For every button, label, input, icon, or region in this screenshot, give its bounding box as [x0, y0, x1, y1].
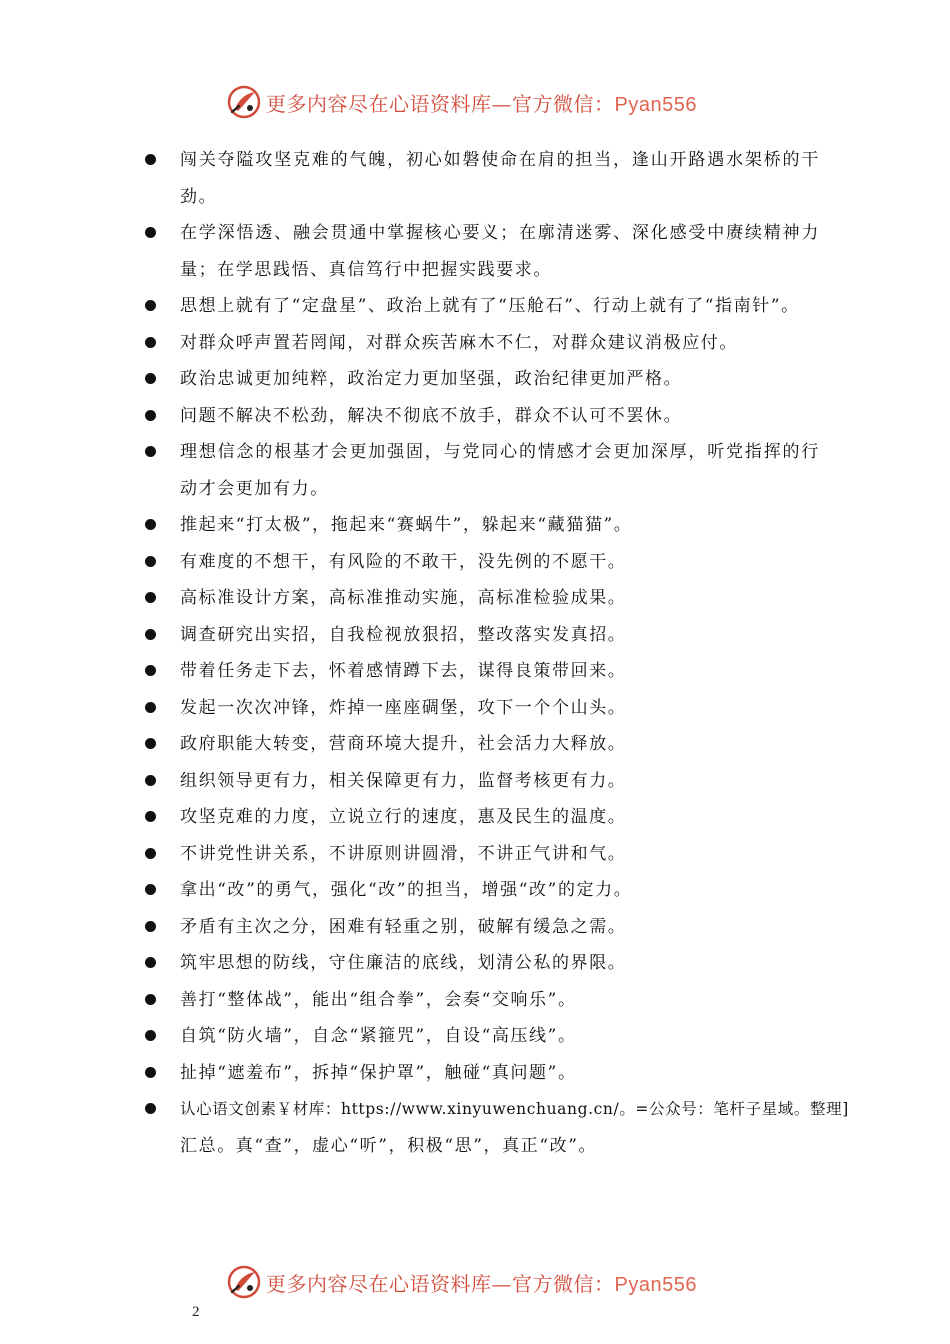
list-item	[140, 142, 820, 215]
list-item-text: 理想信念的根基才会更加强固，与党同心的情感才会更加深厚，听党指挥的行动才会更加有力。	[180, 442, 820, 499]
bullet-icon	[145, 957, 156, 968]
list-item-text: 攻坚克难的力度，立说立行的速度，惠及民生的温度。	[180, 807, 627, 827]
brand-logo-icon	[226, 1264, 262, 1300]
list-item	[140, 690, 820, 727]
list-item-text: 高标准设计方案，高标准推动实施，高标准检验成果。	[180, 588, 627, 608]
header-brand-text: 更多内容尽在心语资料库—官方微信：	[266, 91, 615, 116]
list-item	[140, 799, 820, 836]
page-number: 2	[192, 1304, 200, 1320]
list-item	[140, 288, 820, 325]
list-item-text: 对群众呼声置若罔闻，对群众疾苦麻木不仁，对群众建议消极应付。	[180, 332, 738, 353]
header-wechat-id: Pyan556	[614, 93, 697, 116]
list-item-text: 带着任务走下去，怀着感情蹲下去，谋得良策带回来。	[180, 661, 627, 681]
header-banner	[226, 82, 746, 122]
list-item-text: 组织领导更有力，相关保障更有力，监督考核更有力。	[180, 770, 627, 791]
list-item	[140, 434, 820, 507]
bullet-icon	[145, 592, 156, 603]
list-item	[140, 836, 820, 873]
bullet-icon	[145, 775, 156, 786]
list-item	[140, 982, 820, 1019]
bullet-icon	[145, 227, 156, 238]
list-item-text: 思想上就有了“定盘星”、政治上就有了“压舱石”、行动上就有了“指南针”。	[180, 296, 800, 316]
list-item-text: 拿出“改”的勇气，强化“改”的担当，增强“改”的定力。	[180, 880, 633, 900]
brand-logo-icon	[226, 84, 262, 120]
list-item-text: 发起一次次冲锋，炸掉一座座碉堡，攻下一个个山头。	[180, 697, 627, 718]
list-item-text: 政治忠诚更加纯粹，政治定力更加坚强，政治纪律更加严格。	[180, 369, 683, 389]
header-text	[266, 88, 697, 117]
list-item-text: 问题不解决不松劲，解决不彻底不放手，群众不认可不罢休。	[180, 405, 683, 426]
bullet-icon	[145, 921, 156, 932]
list-item	[140, 726, 820, 763]
list-item	[140, 580, 820, 617]
bullet-icon	[145, 702, 156, 713]
list-item	[140, 398, 820, 435]
list-item	[140, 1055, 820, 1092]
list-item	[140, 617, 820, 654]
bullet-icon	[145, 373, 156, 384]
list-item	[140, 544, 820, 581]
footer-brand-text: 更多内容尽在心语资料库—官方微信：	[266, 1271, 615, 1296]
list-item	[140, 325, 820, 362]
bullet-icon	[145, 1103, 156, 1114]
summary-line: 汇总。真“查”，虚心“听”，积极“思”，真正“改”。	[180, 1135, 598, 1156]
list-item-text: 善打“整体战”，能出“组合拳”，会奏“交响乐”。	[180, 989, 577, 1010]
footer-text	[266, 1268, 697, 1297]
bullet-list	[140, 142, 849, 1164]
list-item-text: 自筑“防火墙”，自念“紧箍咒”，自设“高压线”。	[180, 1026, 577, 1046]
list-item	[140, 361, 820, 398]
bullet-icon	[145, 154, 156, 165]
bullet-icon	[145, 410, 156, 421]
bullet-icon	[145, 738, 156, 749]
footer-banner	[226, 1262, 746, 1302]
list-item	[140, 945, 820, 982]
bullet-icon	[145, 337, 156, 348]
list-item	[140, 507, 820, 544]
bullet-icon	[145, 1030, 156, 1041]
list-item	[140, 1018, 820, 1055]
bullet-icon	[145, 556, 156, 567]
list-item-text: 不讲党性讲关系，不讲原则讲圆滑，不讲正气讲和气。	[180, 843, 627, 864]
bullet-icon	[145, 665, 156, 676]
bullet-icon	[145, 1067, 156, 1078]
list-item	[140, 909, 820, 946]
source-note-line: 认心语文创素￥材库：https://www.xinyuwenchuang.cn/。=公众号：笔杆子星域。整理]	[180, 1100, 849, 1118]
bullet-icon	[145, 629, 156, 640]
bullet-icon	[145, 300, 156, 311]
list-item-text: 调查研究出实招，自我检视放狠招，整改落实发真招。	[180, 624, 627, 645]
bullet-icon	[145, 884, 156, 895]
bullet-icon	[145, 811, 156, 822]
bullet-icon	[145, 446, 156, 457]
list-item	[140, 872, 820, 909]
list-item-last	[140, 1091, 849, 1164]
list-item-text: 闯关夺隘攻坚克难的气魄，初心如磐使命在肩的担当，逢山开路遇水架桥的干劲。	[180, 150, 820, 207]
footer-wechat-id: Pyan556	[614, 1273, 697, 1296]
list-item-text: 扯掉“遮羞布”，拆掉“保护罩”，触碰“真问题”。	[180, 1062, 577, 1083]
list-item	[140, 653, 820, 690]
list-item-text: 推起来“打太极”，拖起来“赛蜗牛”，躲起来“藏猫猫”。	[180, 515, 633, 535]
bullet-icon	[145, 519, 156, 530]
bullet-icon	[145, 994, 156, 1005]
list-item-text: 筑牢思想的防线，守住廉洁的底线，划清公私的界限。	[180, 953, 627, 973]
list-item-text: 政府职能大转变，营商环境大提升，社会活力大释放。	[180, 734, 627, 754]
list-item-text: 有难度的不想干，有风险的不敢干，没先例的不愿干。	[180, 551, 627, 572]
bullet-icon	[145, 848, 156, 859]
list-item-text: 在学深悟透、融会贯通中掌握核心要义；在廓清迷雾、深化感受中赓续精神力量；在学思践悟、真信笃行中把握实践要求。	[180, 223, 820, 280]
list-item	[140, 215, 820, 288]
list-item-text: 矛盾有主次之分，困难有轻重之别，破解有缓急之需。	[180, 916, 627, 937]
list-item	[140, 763, 820, 800]
